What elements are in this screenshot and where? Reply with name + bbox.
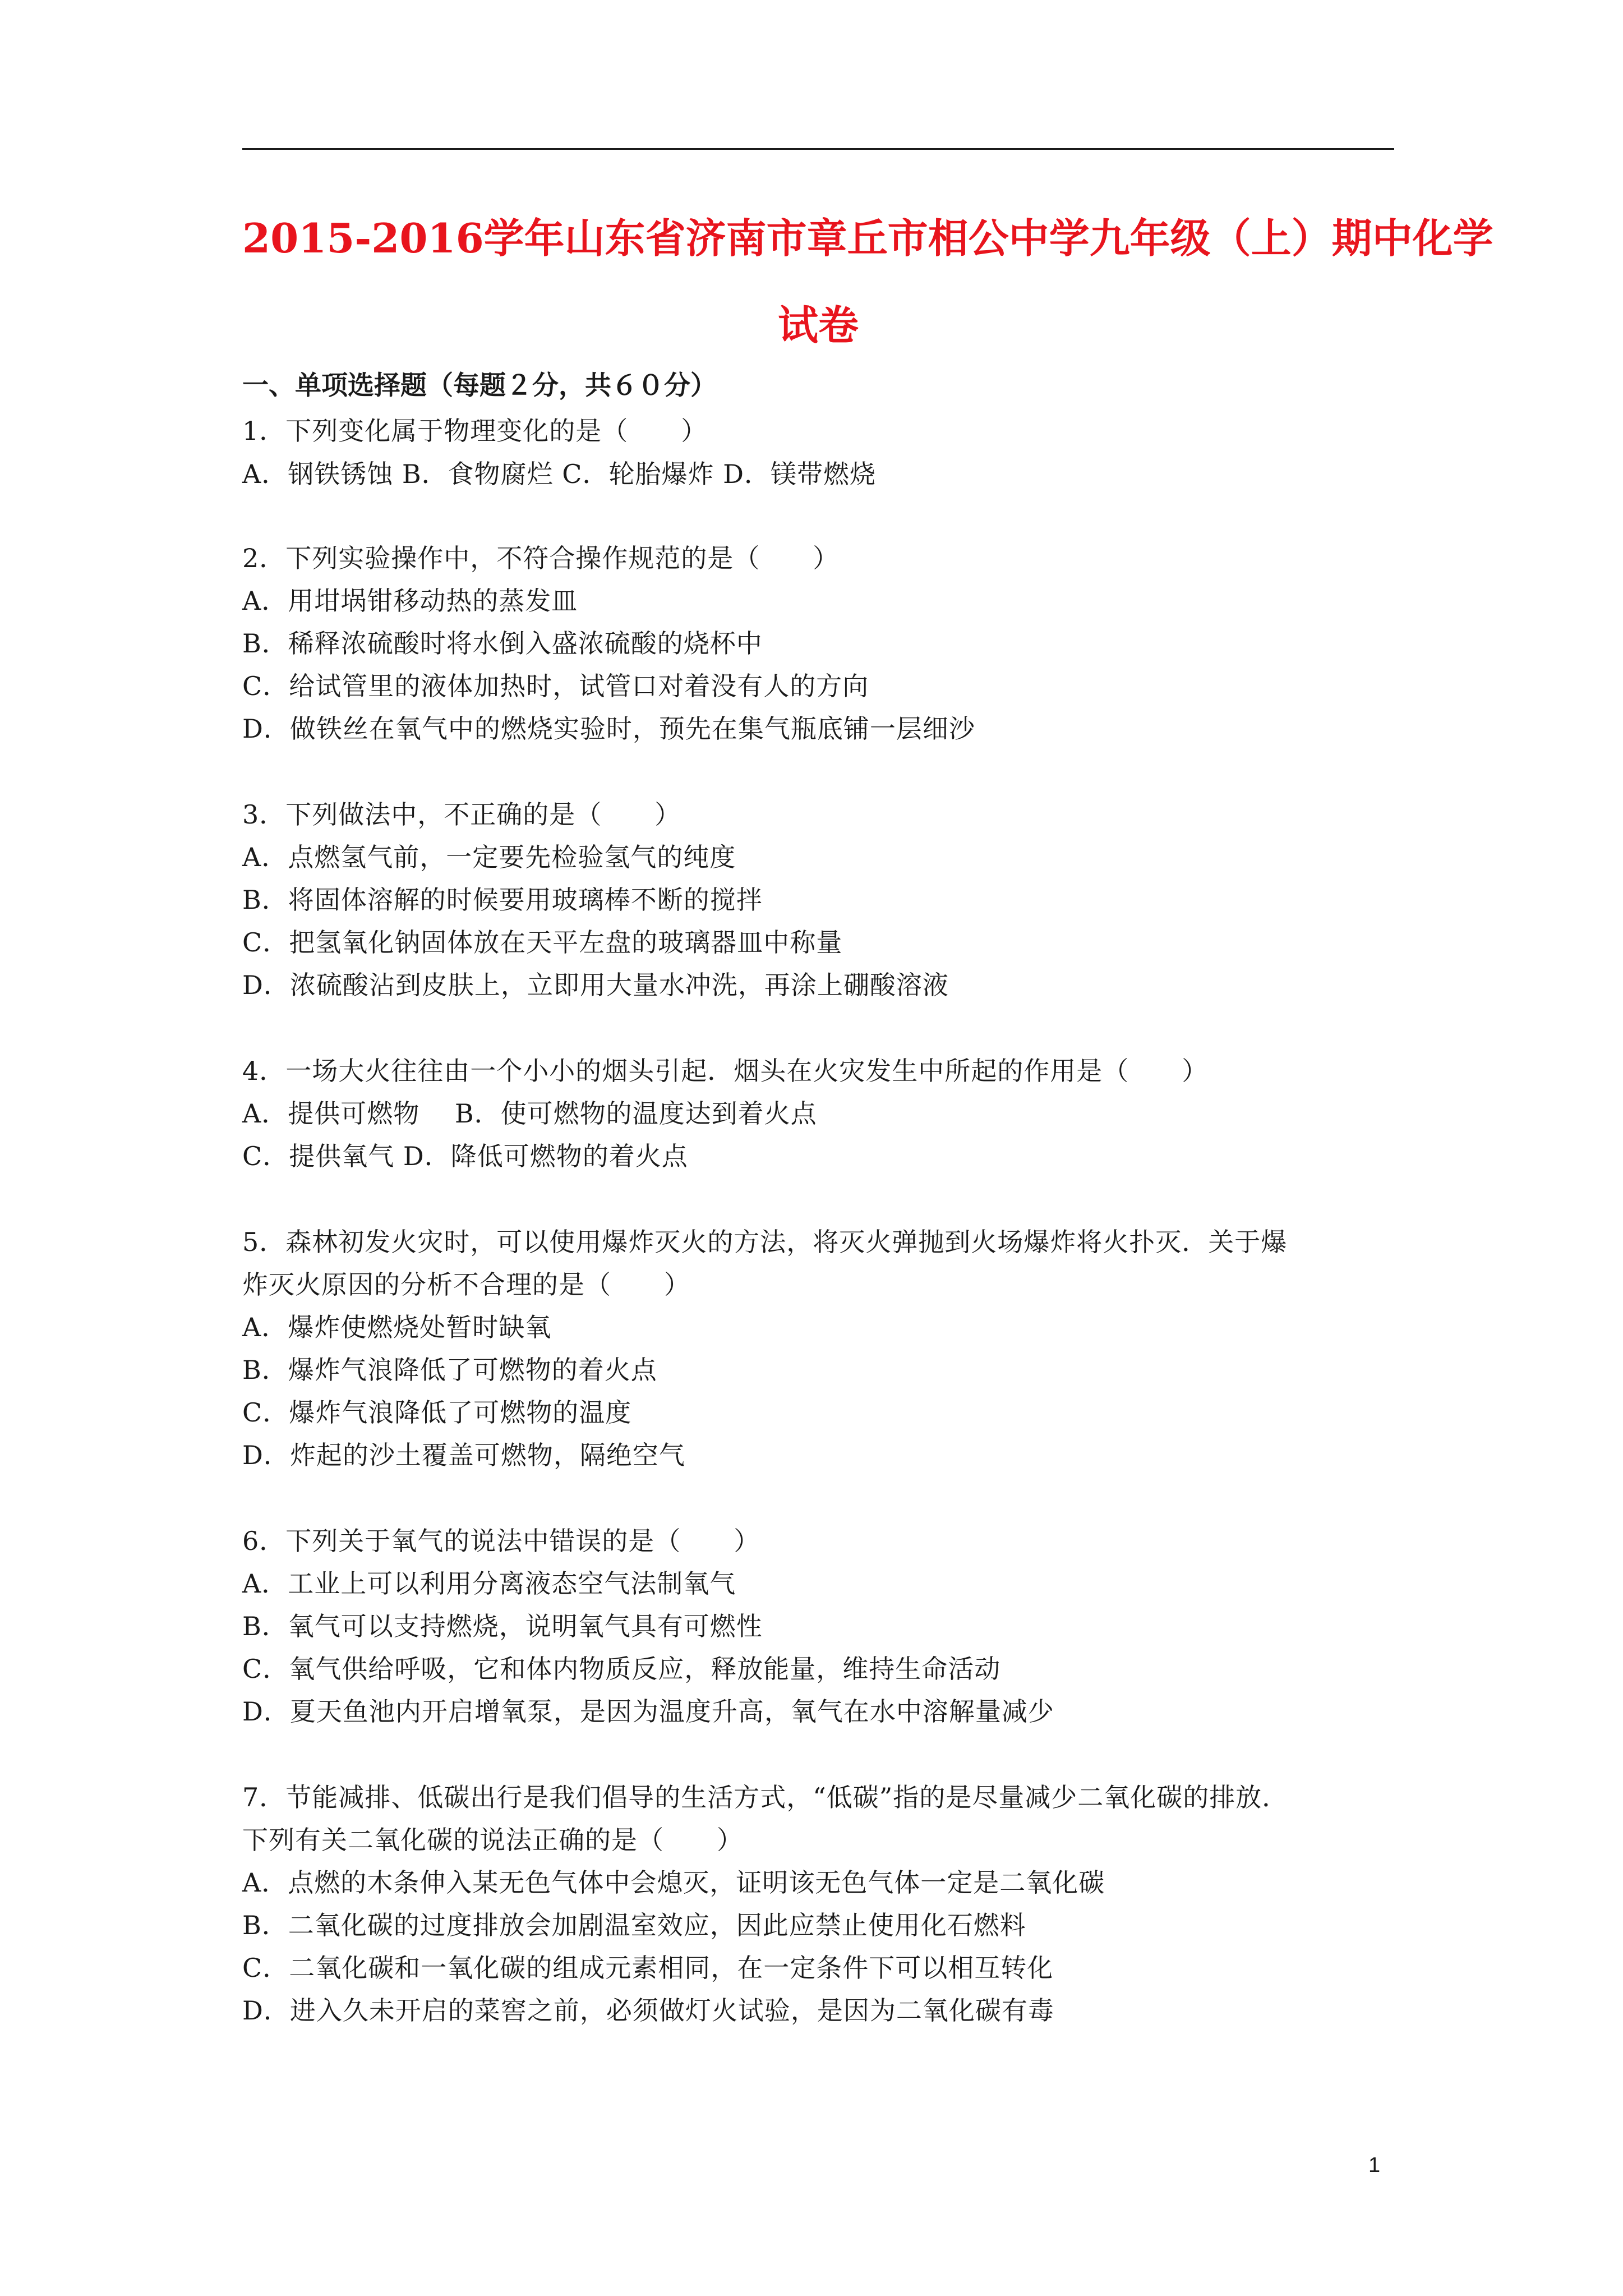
question-6-option-b: B．氧气可以支持燃烧，说明氧气具有可燃性 (242, 1611, 763, 1641)
question-3-option-d: D．浓硫酸沾到皮肤上，立即用大量水冲洗，再涂上硼酸溶液 (242, 970, 949, 1000)
question-3-option-c: C．把氢氧化钠固体放在天平左盘的玻璃器皿中称量 (242, 927, 843, 958)
question-6-option-a: A．工业上可以利用分离液态空气法制氧气 (242, 1568, 736, 1599)
question-2-stem: 2．下列实验操作中，不符合操作规范的是（ ） (242, 543, 840, 573)
question-2-option-b: B．稀释浓硫酸时将水倒入盛浓硫酸的烧杯中 (242, 628, 763, 659)
question-5-stem-continued: 炸灭火原因的分析不合理的是（ ） (242, 1269, 690, 1300)
question-4-options-cd: C．提供氧气 D．降低可燃物的着火点 (242, 1141, 688, 1171)
question-2-option-d: D．做铁丝在氧气中的燃烧实验时，预先在集气瓶底铺一层细沙 (242, 714, 975, 744)
question-5-option-c: C．爆炸气浪降低了可燃物的温度 (242, 1397, 632, 1428)
question-7-option-a: A．点燃的木条伸入某无色气体中会熄灭，证明该无色气体一定是二氧化碳 (242, 1867, 1105, 1898)
question-6-stem: 6．下列关于氧气的说法中错误的是（ ） (242, 1526, 760, 1556)
question-2-option-a: A．用坩埚钳移动热的蒸发皿 (242, 586, 578, 616)
question-6-option-d: D．夏天鱼池内开启增氧泵，是因为温度升高，氧气在水中溶解量减少 (242, 1696, 1054, 1727)
question-7-stem-continued: 下列有关二氧化碳的说法正确的是（ ） (242, 1825, 743, 1855)
question-3-option-a: A．点燃氢气前，一定要先检验氢气的纯度 (242, 842, 736, 872)
question-6-option-c: C．氧气供给呼吸，它和体内物质反应，释放能量，维持生命活动 (242, 1654, 1001, 1684)
question-5-option-d: D．炸起的沙土覆盖可燃物，隔绝空气 (242, 1440, 685, 1470)
header-rule (242, 148, 1394, 150)
question-5-stem: 5．森林初发火灾时，可以使用爆炸灭火的方法，将灭火弹抛到火场爆炸将火扑灭．关于爆 (242, 1227, 1288, 1257)
question-1-options: A．钢铁锈蚀 B．食物腐烂 C．轮胎爆炸 D．镁带燃烧 (242, 459, 876, 489)
section-heading: 一、单项选择题（每题２分，共６０分） (242, 370, 717, 401)
page-number: 1 (1368, 2154, 1381, 2177)
question-7-option-d: D．进入久未开启的菜窖之前，必须做灯火试验，是因为二氧化碳有毒 (242, 1995, 1054, 2026)
question-5-option-a: A．爆炸使燃烧处暂时缺氧 (242, 1312, 552, 1342)
question-4-options-ab: A．提供可燃物 B．使可燃物的温度达到着火点 (242, 1098, 817, 1129)
document-title-continued: 试卷 (777, 301, 859, 349)
document-title: 2015-2016学年山东省济南市章丘市相公中学九年级（上）期中化学 (242, 214, 1493, 262)
question-4-stem: 4．一场大火往往由一个小小的烟头引起．烟头在火灾发生中所起的作用是（ ） (242, 1056, 1209, 1086)
question-5-option-b: B．爆炸气浪降低了可燃物的着火点 (242, 1355, 657, 1385)
question-7-option-b: B．二氧化碳的过度排放会加剧温室效应，因此应禁止使用化石燃料 (242, 1910, 1026, 1940)
question-3-stem: 3．下列做法中，不正确的是（ ） (242, 799, 681, 830)
question-7-stem: 7．节能减排、低碳出行是我们倡导的生活方式，“低碳”指的是尽量减少二氧化碳的排放． (242, 1782, 1289, 1812)
question-2-option-c: C．给试管里的液体加热时，试管口对着没有人的方向 (242, 671, 869, 701)
question-3-option-b: B．将固体溶解的时候要用玻璃棒不断的搅拌 (242, 885, 763, 915)
question-7-option-c: C．二氧化碳和一氧化碳的组成元素相同，在一定条件下可以相互转化 (242, 1953, 1054, 1983)
question-1-stem: 1．下列变化属于物理变化的是（ ） (242, 416, 708, 446)
